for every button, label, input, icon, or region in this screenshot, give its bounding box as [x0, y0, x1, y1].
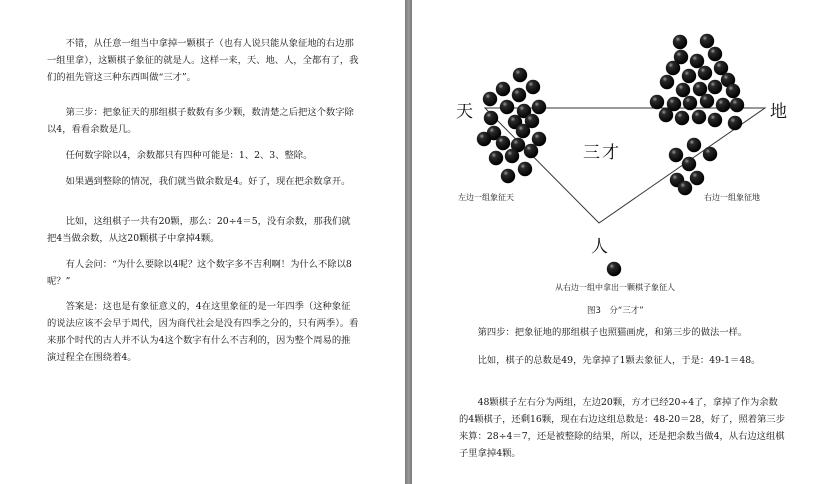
go-stone: [532, 100, 546, 114]
go-stone: [512, 88, 526, 102]
go-stone: [505, 149, 519, 163]
paragraph: 比如，棋子的总数是49，先拿掉了1颗去象征人，于是：49-1＝48。: [459, 355, 761, 366]
go-stone: [675, 111, 689, 125]
go-stone: [726, 84, 740, 98]
label-ren: 人: [591, 237, 608, 257]
go-stone: [683, 96, 697, 110]
left-page: [0, 0, 405, 484]
go-stone: [716, 98, 730, 112]
sancai-figure: [457, 18, 787, 318]
go-stone: [678, 181, 692, 195]
go-stone: [516, 124, 530, 138]
go-stone: [692, 110, 706, 124]
stone-group-right: [650, 34, 744, 195]
go-stone: [513, 68, 527, 82]
go-stone: [703, 147, 717, 161]
paragraph: 任何数字除以4，余数都只有四种可能是：1、2、3、整除。: [47, 150, 313, 161]
paragraph: 不错，从任意一组当中拿掉一颗棋子（也有人说只能从象征地的右边那一组里拿），这颗棋子象征的就是人。这样一来，天、地、人，全都有了，我们的祖先管这三种东西叫做“三才”。: [47, 38, 359, 83]
go-stone: [489, 151, 503, 165]
label-tian: 天: [456, 102, 473, 122]
go-stone: [714, 61, 728, 75]
go-stone: [690, 171, 704, 185]
go-stone: [607, 262, 621, 276]
go-stone: [682, 69, 696, 83]
go-stone: [687, 138, 701, 152]
go-stone: [669, 148, 683, 162]
page-gutter: [405, 0, 412, 484]
figure-caption: 图3 分“三才”: [587, 306, 644, 316]
go-stone: [728, 116, 742, 130]
label-left-group: 左边一组象征天: [458, 193, 514, 202]
go-stone: [532, 132, 546, 146]
go-stone: [676, 83, 690, 97]
paragraph: 48颗棋子左右分为两组，左边20颗，方才已经20÷4了，拿掉了作为余数的4颗棋子，还剩16颗，现在右边这组总数是：48-20＝28，好了，照着第三步来算：28÷4＝7，还是被整除的结果，所以，还是把余数当做4，从右边这组棋子里拿掉4颗。: [459, 397, 785, 459]
go-stone: [708, 113, 722, 127]
paragraph: 第三步：把象征天的那组棋子数数有多少颗，数清楚之后把这个数字除以4，看看余数是几。: [47, 107, 354, 135]
stone-single: [607, 262, 621, 276]
go-stone: [526, 80, 540, 94]
stone-group-left: [477, 68, 546, 183]
go-stone: [496, 136, 510, 150]
go-stone: [496, 82, 510, 96]
go-stone: [483, 92, 497, 106]
go-stone: [484, 111, 498, 125]
paragraph: 比如，这组棋子一共有20颗，那么：20÷4＝5，没有余数，那我们就把4当做余数，从这20颗棋子中拿掉4颗。: [47, 216, 351, 244]
go-stone: [700, 34, 714, 48]
label-sancai: 三才: [583, 143, 621, 163]
sancai-diagram: [457, 18, 787, 318]
go-stone: [524, 144, 538, 158]
go-stone: [650, 95, 664, 109]
go-stone: [708, 47, 722, 61]
go-stone: [682, 157, 696, 171]
go-stone: [698, 66, 712, 80]
go-stone: [730, 98, 744, 112]
go-stone: [700, 94, 714, 108]
go-stone: [708, 80, 722, 94]
label-right-group: 右边一组象征地: [704, 193, 760, 202]
go-stone: [501, 169, 515, 183]
label-bottom: 从右边一组中拿出一颗棋子象征人: [555, 283, 675, 292]
go-stone: [673, 35, 687, 49]
go-stone: [693, 82, 707, 96]
go-stone: [660, 75, 674, 89]
go-stone: [666, 61, 680, 75]
go-stone: [518, 162, 532, 176]
go-stone: [500, 100, 514, 114]
go-stone: [659, 108, 673, 122]
paragraph: 第四步：把象征地的那组棋子也照猫画虎，和第三步的做法一样。: [459, 327, 748, 338]
go-stone: [477, 132, 491, 146]
go-stone: [690, 54, 704, 68]
paragraph: 有人会问：“为什么要除以4呢？这个数字多不吉利啊！为什么不除以8呢？”: [47, 259, 352, 287]
right-page: [412, 0, 819, 484]
paragraph: 答案是：这也是有象征意义的，4在这里象征的是一年四季（这种象征的说法应该不会早于周代，因为商代社会是没有四季之分的，只有两季）。看来那个时代的古人并不认为4这个数字有什么不吉利的，因为整个周易的推演过程全在围绕着4。: [47, 301, 359, 363]
label-di: 地: [770, 102, 787, 122]
paragraph: 如果遇到整除的情况，我们就当做余数是4。好了，现在把余数拿开。: [47, 176, 351, 187]
